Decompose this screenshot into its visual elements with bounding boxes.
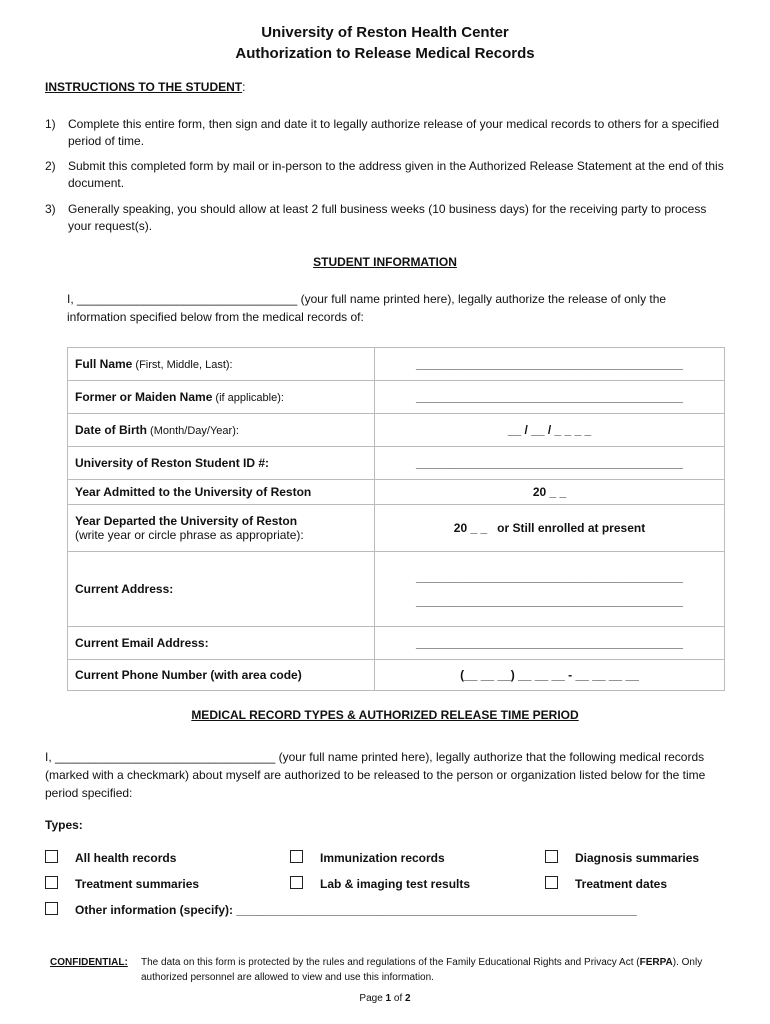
- checkbox-icon[interactable]: [290, 850, 303, 863]
- checkbox-icon[interactable]: [545, 850, 558, 863]
- date-of-birth-field[interactable]: __ / __ / _ _ _ _: [375, 414, 725, 447]
- record-types-heading: MEDICAL RECORD TYPES & AUTHORIZED RELEASE TIME PERIOD: [191, 708, 579, 722]
- instruction-number: 2): [45, 159, 56, 173]
- checkbox-treatment-summaries[interactable]: Treatment summaries: [45, 876, 199, 891]
- table-row: [68, 660, 725, 691]
- form-title: Authorization to Release Medical Records: [235, 45, 535, 62]
- field-label: Year Admitted to the University of Reston: [68, 480, 375, 505]
- instruction-item-3: [45, 201, 728, 235]
- table-row: [68, 480, 725, 505]
- table-row: [68, 447, 725, 480]
- page-number: Page 1 of 2: [359, 993, 411, 1004]
- checkbox-treatment-dates[interactable]: Treatment dates: [545, 876, 667, 891]
- address-field[interactable]: [375, 552, 725, 627]
- phone-field[interactable]: (__ __ __) __ __ __ - __ __ __ __: [375, 660, 725, 691]
- checkbox-lab-imaging[interactable]: Lab & imaging test results: [290, 876, 470, 891]
- instruction-text: Submit this completed form by mail or in-person to the address given in the Authorized Release Statement at the end of this document.: [68, 159, 724, 190]
- field-label: University of Reston Student ID #:: [68, 447, 375, 480]
- checkbox-immunization-records[interactable]: Immunization records: [290, 850, 445, 865]
- checkbox-icon[interactable]: [45, 850, 58, 863]
- student-info-intro: I, _________________________________ (your full name printed here), legally authorize the release of only the information specified below from the medical records of:: [67, 292, 667, 324]
- instruction-number: 3): [45, 202, 56, 216]
- instruction-number: 1): [45, 117, 56, 131]
- table-row: [68, 348, 725, 381]
- field-label: Full Name (First, Middle, Last):: [68, 348, 375, 381]
- maiden-name-field[interactable]: ________________________________________: [375, 381, 725, 414]
- full-name-field[interactable]: ________________________________________: [375, 348, 725, 381]
- form-header: [0, 22, 770, 64]
- checkbox-other-information[interactable]: Other information (specify): ____________________________________________________________: [45, 902, 637, 917]
- field-label: Current Address:: [68, 552, 375, 627]
- email-field[interactable]: ________________________________________: [375, 627, 725, 660]
- instruction-text: Generally speaking, you should allow at least 2 full business weeks (10 business days) for the receiving party to process your request(s).: [68, 202, 707, 233]
- student-info-heading: STUDENT INFORMATION: [313, 255, 457, 269]
- checkbox-all-health-records[interactable]: All health records: [45, 850, 176, 865]
- instruction-text: Complete this entire form, then sign and date it to legally authorize release of your medical records to others for a specified period of time.: [68, 117, 720, 148]
- field-label: Former or Maiden Name (if applicable):: [68, 381, 375, 414]
- instruction-item-1: [45, 116, 728, 150]
- field-label: Current Email Address:: [68, 627, 375, 660]
- field-label: Current Phone Number (with area code): [68, 660, 375, 691]
- field-label: Date of Birth (Month/Day/Year):: [68, 414, 375, 447]
- student-info-table: [67, 347, 725, 691]
- student-id-field[interactable]: ________________________________________: [375, 447, 725, 480]
- checkbox-icon[interactable]: [45, 902, 58, 915]
- instruction-item-2: [45, 158, 728, 192]
- types-label: Types:: [45, 818, 83, 832]
- table-row: [68, 414, 725, 447]
- address-line-1[interactable]: ________________________________________: [416, 570, 683, 584]
- table-row: [68, 627, 725, 660]
- record-types-intro: I, _________________________________ (your full name printed here), legally authorize that the following medical records (marked with a checkmark) about myself are authorized to be released to the person or organization listed below for the time period specified:: [45, 750, 706, 800]
- checkbox-icon[interactable]: [290, 876, 303, 889]
- checkbox-diagnosis-summaries[interactable]: Diagnosis summaries: [545, 850, 699, 865]
- checkbox-icon[interactable]: [545, 876, 558, 889]
- table-row: [68, 552, 725, 627]
- checkbox-icon[interactable]: [45, 876, 58, 889]
- year-departed-field[interactable]: 20 _ _ or Still enrolled at present: [375, 505, 725, 552]
- year-admitted-field[interactable]: 20 _ _: [375, 480, 725, 505]
- confidential-notice: The data on this form is protected by the rules and regulations of the Family Educational Rights and Privacy Act (FERPA). Only authorized personnel are allowed to view and use this information.: [141, 957, 703, 983]
- field-label: Year Departed the University of Reston (write year or circle phrase as appropriate):: [68, 505, 375, 552]
- table-row: [68, 381, 725, 414]
- institution-title: University of Reston Health Center: [261, 24, 509, 41]
- instructions-heading: INSTRUCTIONS TO THE STUDENT:: [45, 80, 246, 94]
- address-line-2[interactable]: ________________________________________: [416, 594, 683, 608]
- confidential-label: CONFIDENTIAL:: [50, 957, 128, 968]
- table-row: [68, 505, 725, 552]
